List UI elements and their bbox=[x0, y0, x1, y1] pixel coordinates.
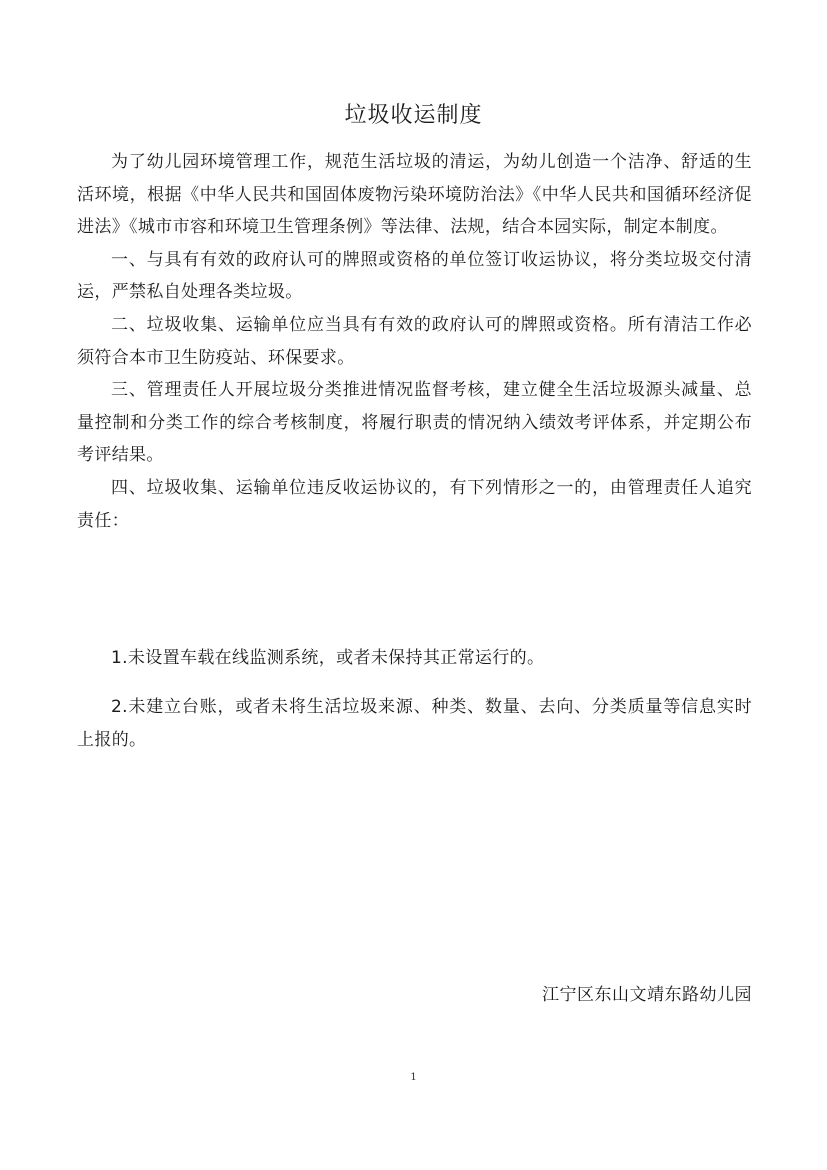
signature: 江宁区东山文靖东路幼儿园 bbox=[542, 985, 752, 1005]
document-title: 垃圾收运制度 bbox=[344, 103, 483, 128]
violation-list-2 bbox=[77, 691, 752, 756]
violation-list bbox=[77, 642, 752, 675]
paragraph-intro: 为了幼儿园环境管理工作，规范生活垃圾的清运，为幼儿创造一个洁净、舒适的生活环境，根据《中华人民共和国固体废物污染环境防治法》《中华人民共和国循环经济促进法》《城市市容和环境卫生管理条例》等法律、法规，结合本园实际，制定本制度。 bbox=[77, 152, 752, 238]
paragraph-3: 三、管理责任人开展垃圾分类推进情况监督考核，建立健全生活垃圾源头减量、总量控制和分类工作的综合考核制度，将履行职责的情况纳入绩效考评体系，并定期公布考评结果。 bbox=[77, 380, 752, 466]
paragraph-4: 四、垃圾收集、运输单位违反收运协议的，有下列情形之一的，由管理责任人追究责任： bbox=[77, 477, 752, 531]
list-item-1: 1.未设置车载在线监测系统，或者未保持其正常运行的。 bbox=[111, 648, 545, 668]
paragraph-2: 二、垃圾收集、运输单位应当具有有效的政府认可的牌照或资格。所有清洁工作必须符合本市卫生防疫站、环保要求。 bbox=[77, 314, 752, 368]
paragraph-1: 一、与具有有效的政府认可的牌照或资格的单位签订收运协议，将分类垃圾交付清运，严禁私自处理各类垃圾。 bbox=[77, 249, 752, 303]
list-item-2: 2.未建立台账，或者未将生活垃圾来源、种类、数量、去向、分类质量等信息实时上报的。 bbox=[77, 697, 752, 750]
document-body bbox=[77, 146, 752, 537]
page-number: 1 bbox=[410, 1072, 417, 1083]
